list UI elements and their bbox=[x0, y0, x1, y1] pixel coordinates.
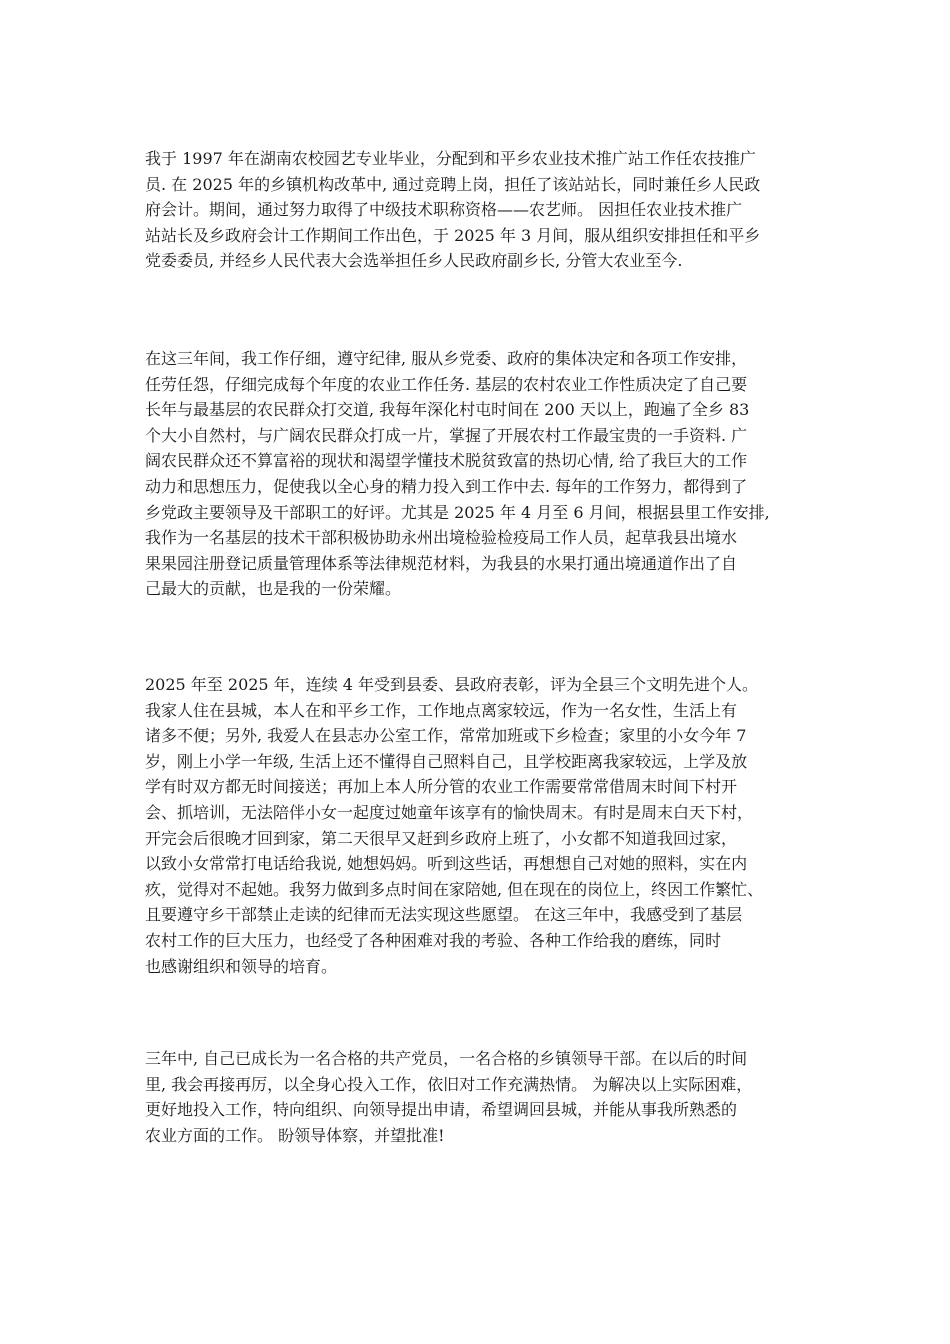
paragraph-family-difficulties: 2025 年至 2025 年，连续 4 年受到县委、县政府表彰，评为全县三个文明先进个人。 我家人住在县城，本人在和平乡工作，工作地点离家较远，作为一名女性，生活上有 诸多不便；另外, 我爱人在县志办公室工作，常常加班或下乡检查；家里的小女今年 7 岁，刚上小学一年级, 生活上还不懂得自己照料自己，且学校距离我家较远，上学及放 学有时双方都无时间接送；再加上本人所分管的农业工作需要常常借周末时间下村开 会、抓培训，无法陪伴小女一起度过她童年该享有的愉快周末。有时是周末白天下村， 开完会后很晚才回到家，第二天很早又赶到乡政府上班了，小女都不知道我回过家， 以致小女常常打电话给我说, 她想妈妈。听到这些话，再想想自己对她的照料，实在内 疚，觉得对不起她。我努力做到多点时间在家陪她, 但在现在的岗位上，终因工作繁忙、 且要遵守乡干部禁止走读的纪律而无法实现这些愿望。 在这三年中，我感受到了基层 农村工作的巨大压力，也经受了各种困难对我的考验、各种工作给我的磨练，同时 也感谢组织和领导的培育。 bbox=[145, 675, 764, 976]
paragraph-career-history: 我于 1997 年在湖南农校园艺专业毕业，分配到和平乡农业技术推广站工作任农技推广 员. 在 2025 年的乡镇机构改革中, 通过竞聘上岗，担任了该站站长，同时兼任乡人民政 府会计。期间，通过努力取得了中级技术职称资格——农艺师。 因担任农业技术推广 站站长及乡政府会计工作期间工作出色，于 2025 年 3 月间，服从组织安排担任和平乡 党委委员, 并经乡人民代表大会选举担任乡人民政府副乡长, 分管大农业至今. bbox=[145, 149, 761, 271]
paragraph-transfer-request: 三年中, 自己已成长为一名合格的共产党员，一名合格的乡镇领导干部。在以后的时间 里, 我会再接再厉，以全身心投入工作，依旧对工作充满热情。 为解决以上实际困难， 更好地投入工作，特向组织、向领导提出申请，希望调回县城，并能从事我所熟悉的 农业方面的工作。 盼领导体察，并望批准! bbox=[145, 1049, 753, 1145]
paragraph-work-performance: 在这三年间，我工作仔细，遵守纪律, 服从乡党委、政府的集体决定和各项工作安排， 任劳任怨，仔细完成每个年度的农业工作任务. 基层的农村农业工作性质决定了自己要 长年与最基层的农民群众打交道, 我每年深化村屯时间在 200 天以上，跑遍了全乡 83 个大小自然村，与广阔农民群众打成一片，掌握了开展农村工作最宝贵的一手资料. 广 阔农民群众还不算富裕的现状和渴望学懂技术脱贫致富的热切心情, 给了我巨大的工作 动力和思想压力，促使我以全心身的精力投入到工作中去. 每年的工作努力，都得到了 乡党政主要领导及干部职工的好评。尤其是 2025 年 4 月至 6 月间，根据县里工作安排, 我作为一名基层的技术干部积极协助永州出境检验检疫局工作人员，起草我县出境水 果果园注册登记质量管理体系等法律规范材料，为我县的水果打通出境通道作出了自 己最大的贡献，也是我的一份荣耀。 bbox=[145, 349, 770, 599]
